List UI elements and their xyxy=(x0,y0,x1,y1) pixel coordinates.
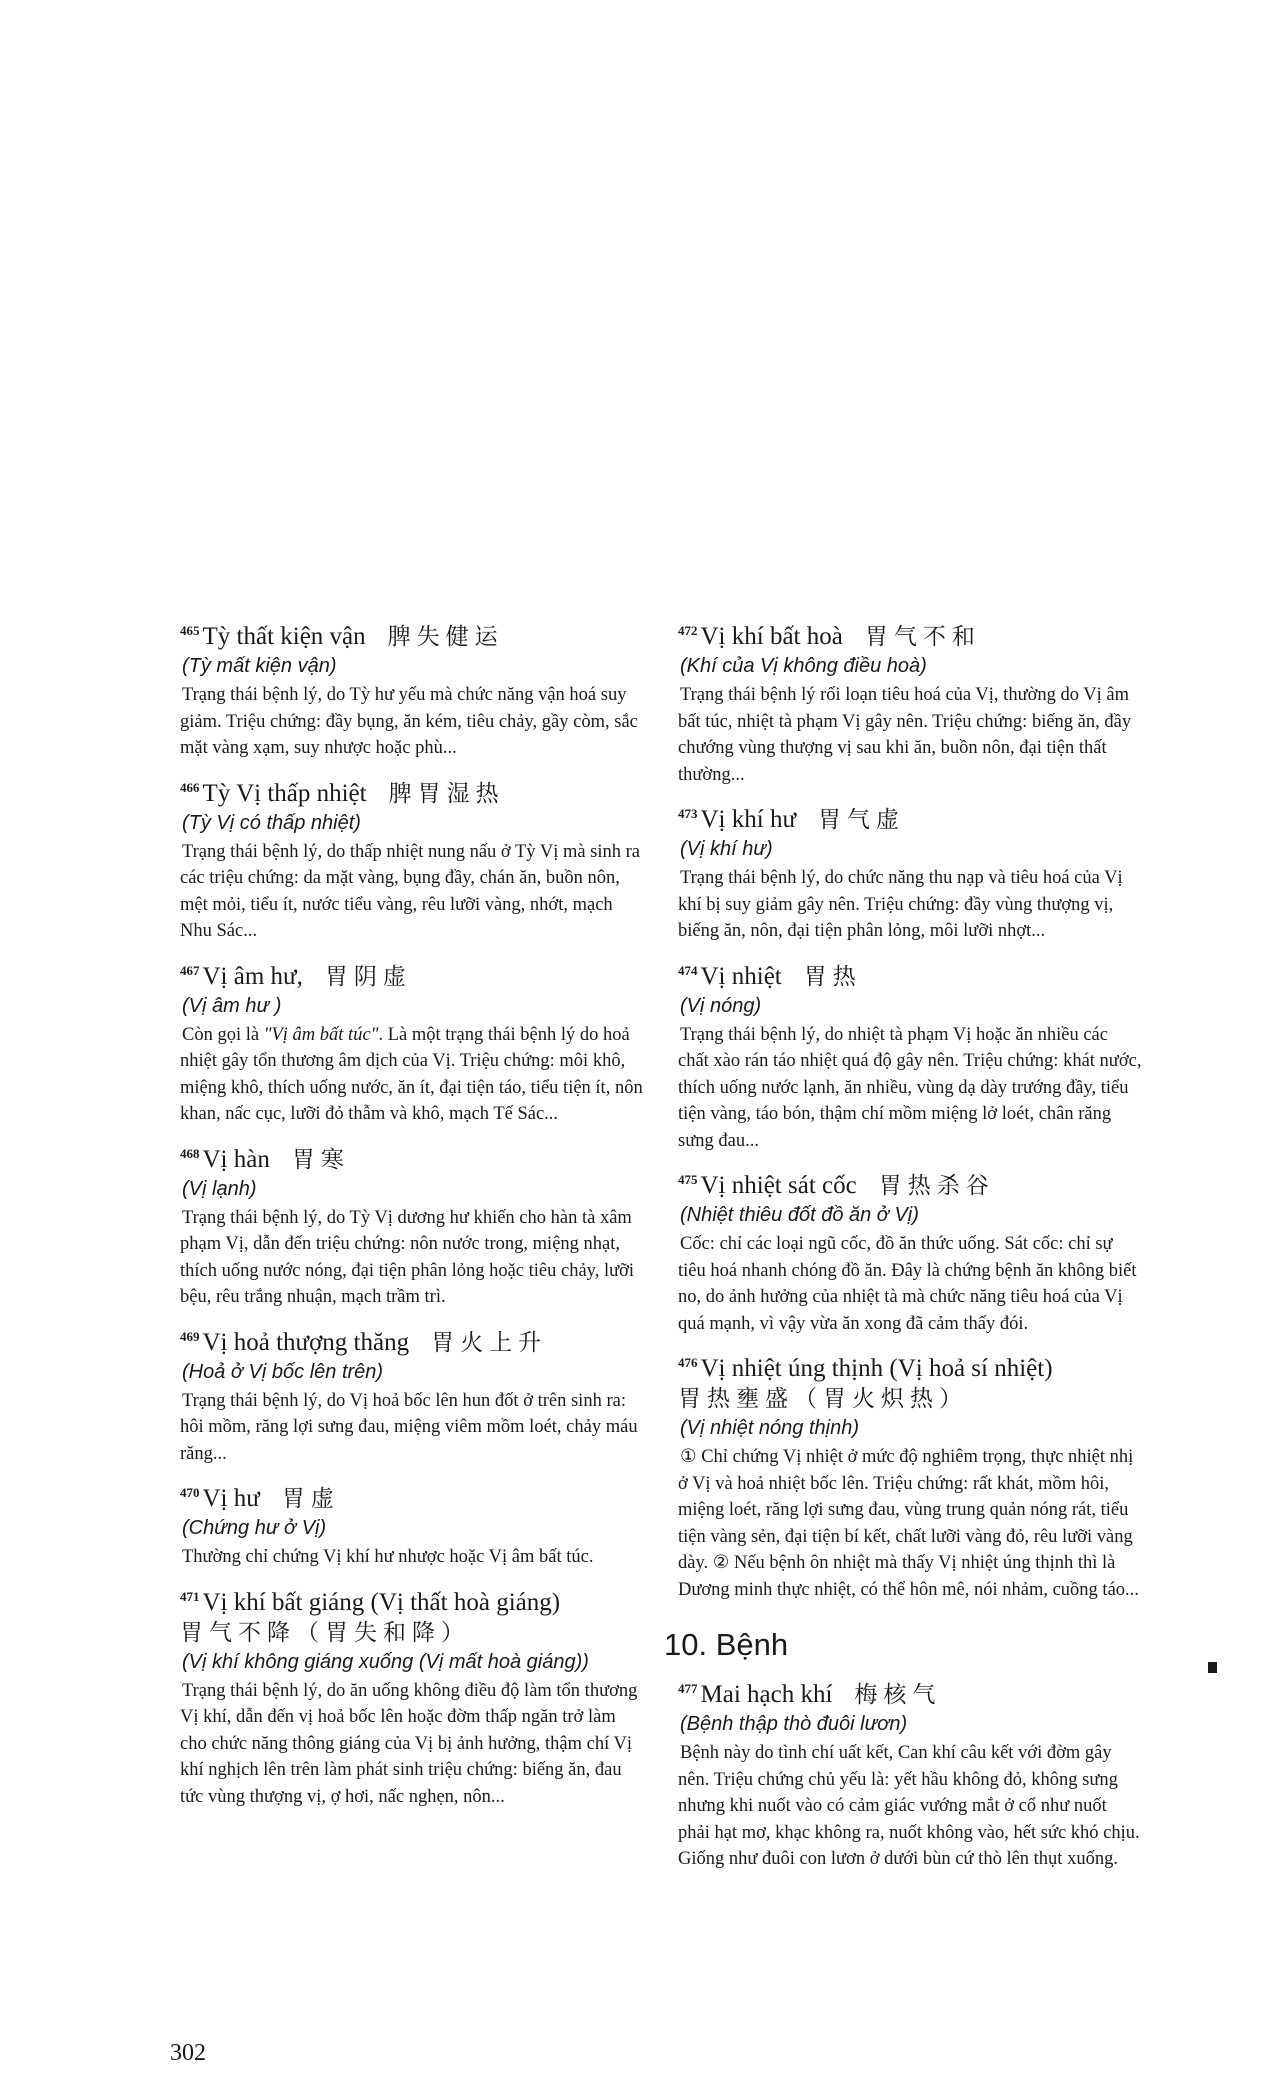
entry-number: 468 xyxy=(180,1145,200,1161)
entry-hanzi: 胃热壅盛（胃火炽热） xyxy=(678,1386,968,1412)
left-column xyxy=(180,615,645,1820)
entry-468 xyxy=(180,1138,645,1311)
entry-477 xyxy=(678,1673,1143,1873)
entry-hanzi: 胃气虚 xyxy=(818,807,905,833)
entry-body: Trạng thái bệnh lý, do nhiệt tà phạm Vị hoặc ăn nhiều các chất xào rán táo nhiệt quá độ gây nên. Triệu chứng: khát nước, thích uống nước lạnh, ăn nhiều, vùng dạ dày trướng đầy, tiểu tiện vàng, táo bón, thậm chí mồm miệng lở loét, chân răng sưng đau... xyxy=(678,1024,1142,1151)
entry-subtitle: (Vị nóng) xyxy=(680,994,762,1017)
entry-title: Vị khí bất hoà xyxy=(700,623,843,650)
entry-number: 474 xyxy=(678,962,698,978)
entry-subtitle: (Nhiệt thiêu đốt đồ ăn ở Vị) xyxy=(680,1204,919,1226)
entry-title: Vị nhiệt sát cốc xyxy=(700,1172,857,1199)
entry-subtitle: (Hoả ở Vị bốc lên trên) xyxy=(182,1360,384,1383)
entry-heading xyxy=(180,1477,645,1515)
entry-subtitle: (Vị khí không giáng xuống (Vị mất hoà giáng)) xyxy=(182,1650,589,1673)
entry-body-text: . Là một trạng thái bệnh lý do hoả nhiệt gây tổn thương âm dịch của Vị. Triệu chứng: môi khô, miệng khô, thích uống nước, ăn ít, đại tiện táo, tiểu tiện ít, nôn khan, nấc cục, lưỡi đỏ thẫm và khô, mạch Tế Sác... xyxy=(180,1024,643,1124)
entry-number: 467 xyxy=(180,962,200,978)
entry-subtitle: (Vị nhiệt nóng thịnh) xyxy=(680,1417,860,1439)
entry-number: 466 xyxy=(180,779,200,795)
entry-body: Trạng thái bệnh lý, do Tỳ Vị dương hư khiến cho hàn tà xâm phạm Vị, dẫn đến triệu chứng: nôn nước trong, miệng nhạt, thích uống nước nóng, đại tiện phân lỏng hoặc tiêu chảy, lưỡi bệu, rêu trắng nhuận, mạch trầm trì. xyxy=(180,1207,635,1307)
entry-heading xyxy=(678,1347,1143,1415)
entry-body: Trạng thái bệnh lý, do chức năng thu nạp và tiêu hoá của Vị khí bị suy giảm gây nên. Triệu chứng: đầy vùng thượng vị, biếng ăn, nôn, đại tiện phân lỏng, môi lưỡi nhợt... xyxy=(678,868,1123,941)
entry-number: 465 xyxy=(180,623,200,638)
entry-number: 469 xyxy=(180,1328,200,1344)
entry-hanzi: 胃气不和 xyxy=(864,624,981,650)
entry-469 xyxy=(180,1321,645,1468)
entry-subtitle: (Khí của Vị không điều hoà) xyxy=(680,655,927,677)
entry-465 xyxy=(180,615,645,762)
entry-hanzi: 胃虚 xyxy=(281,1486,340,1512)
entry-476 xyxy=(678,1347,1143,1603)
entry-472 xyxy=(678,615,1143,788)
entry-body: ① Chỉ chứng Vị nhiệt ở mức độ nghiêm trọng, thực nhiệt nhị ở Vị và hoả nhiệt bốc lên. Triệu chứng: rất khát, mồm hôi, miệng loét, răng lợi sưng đau, vùng trung quản nóng rát, tiểu tiện vàng sẻn, đại tiện bí kết, chất lưỡi vàng đỏ, rêu lưỡi vàng dày. ② Nếu bệnh ôn nhiệt mà thấy Vị nhiệt úng thịnh thì là Dương minh thực nhiệt, có thể hôn mê, nói nhảm, cuồng táo... xyxy=(678,1447,1139,1600)
entry-title: Tỳ thất kiện vận xyxy=(202,623,366,650)
entry-subtitle: (Chứng hư ở Vị) xyxy=(182,1517,327,1539)
entry-subtitle: (Tỳ mất kiện vận) xyxy=(182,655,337,677)
entry-title: Vị âm hư, xyxy=(202,962,303,990)
margin-mark xyxy=(1208,1662,1217,1673)
entry-subtitle: (Vị khí hư) xyxy=(680,838,773,860)
entry-number: 475 xyxy=(678,1172,698,1187)
entry-heading xyxy=(678,955,1143,993)
entry-title: Mai hạch khí xyxy=(700,1681,833,1708)
entry-473 xyxy=(678,798,1143,945)
entry-heading xyxy=(678,615,1143,653)
entry-hanzi: 胃阴虚 xyxy=(324,963,412,990)
entry-subtitle: (Bệnh thập thò đuôi lươn) xyxy=(680,1713,908,1735)
entry-number: 477 xyxy=(678,1681,698,1696)
entry-number: 471 xyxy=(180,1588,200,1604)
entry-body-prefix: Còn gọi là xyxy=(182,1024,264,1045)
entry-heading xyxy=(678,1164,1143,1202)
entry-body xyxy=(180,1022,645,1128)
entry-heading xyxy=(180,772,645,810)
entry-number: 472 xyxy=(678,623,698,638)
entry-471 xyxy=(180,1581,645,1811)
entry-body: Trạng thái bệnh lý, do ăn uống không điều độ làm tổn thương Vị khí, dẫn đến vị hoả bốc lên hoặc đờm thấp ngăn trở làm cho chức năng thông giáng của Vị bị ảnh hưởng, thậm chí Vị khí nghịch lên trên làm phát sinh triệu chứng: biếng ăn, đau tức vùng thượng vị, ợ hơi, nấc nghẹn, nôn... xyxy=(180,1680,638,1807)
entry-hanzi: 胃热 xyxy=(803,963,862,990)
entry-body: Trạng thái bệnh lý, do Vị hoả bốc lên hun đốt ở trên sinh ra: hôi mồm, răng lợi sưng đau, miệng viêm mồm loét, chảy máu răng... xyxy=(180,1390,638,1464)
page-number: 302 xyxy=(170,2040,206,2066)
entry-hanzi: 胃气不降（胃失和降） xyxy=(180,1619,470,1646)
entry-heading xyxy=(180,1581,645,1649)
entry-subtitle: (Tỳ Vị có thấp nhiệt) xyxy=(182,811,361,834)
entry-title: Vị hư xyxy=(202,1485,260,1512)
entry-body: Thường chỉ chứng Vị khí hư nhược hoặc Vị âm bất túc. xyxy=(182,1547,594,1567)
entry-hanzi: 胃火上升 xyxy=(431,1329,548,1356)
entry-heading xyxy=(678,798,1143,836)
entry-466 xyxy=(180,772,645,945)
entry-heading xyxy=(180,615,645,653)
entry-hanzi: 胃热杀谷 xyxy=(878,1173,995,1199)
entry-heading xyxy=(678,1673,1143,1711)
entry-title: Vị hoả thượng thăng xyxy=(202,1328,410,1356)
entry-hanzi: 脾胃湿热 xyxy=(388,780,505,807)
section-title: 10. Bệnh xyxy=(664,1627,789,1662)
entry-subtitle: (Vị âm hư ) xyxy=(182,994,282,1017)
entry-body: Bệnh này do tình chí uất kết, Can khí câu kết với đờm gây nên. Triệu chứng chủ yếu là: yết hầu không đỏ, không sưng nhưng khi nuốt vào có cảm giác vướng mắt ở cổ như nuốt phải hạt mơ, khạc không ra, nuốt không vào, hết sức khó chịu. Giống như đuôi con lươn ở dưới bùn cứ thò lên thụt xuống. xyxy=(678,1743,1140,1869)
entry-number: 476 xyxy=(678,1355,698,1370)
entry-heading xyxy=(180,955,645,993)
entry-number: 470 xyxy=(180,1485,200,1500)
entry-467 xyxy=(180,955,645,1128)
entry-title: Vị nhiệt xyxy=(700,962,782,990)
entry-title: Vị hàn xyxy=(202,1145,270,1173)
entry-body: Trạng thái bệnh lý rối loạn tiêu hoá của Vị, thường do Vị âm bất túc, nhiệt tà phạm Vị gây nên. Triệu chứng: biếng ăn, đầy chướng vùng thượng vị sau khi ăn, buồn nôn, đại tiện thất thường... xyxy=(678,685,1132,785)
entry-470 xyxy=(180,1477,645,1571)
entry-hanzi: 脾失健运 xyxy=(387,624,504,650)
entry-subtitle: (Vị lạnh) xyxy=(182,1177,257,1200)
entry-hanzi: 胃寒 xyxy=(291,1146,350,1173)
entry-title: Tỳ Vị thấp nhiệt xyxy=(202,779,367,807)
right-column xyxy=(664,615,1143,1883)
entry-475 xyxy=(678,1164,1143,1337)
entry-number: 473 xyxy=(678,806,698,821)
entry-title: Vị nhiệt úng thịnh (Vị hoả sí nhiệt) xyxy=(700,1355,1053,1382)
entry-heading xyxy=(180,1138,645,1176)
entry-title: Vị khí hư xyxy=(700,806,796,833)
entry-474 xyxy=(678,955,1143,1155)
entry-body: Trạng thái bệnh lý, do thấp nhiệt nung nấu ở Tỳ Vị mà sinh ra các triệu chứng: da mặt vàng, bụng đầy, chán ăn, buồn nôn, mệt mỏi, tiểu ít, nước tiểu vàng, rêu lưỡi vàng, nhớt, mạch Nhu Sác... xyxy=(180,841,641,941)
entry-body: Cốc: chỉ các loại ngũ cốc, đồ ăn thức uống. Sát cốc: chỉ sự tiêu hoá nhanh chóng đồ ăn. Đây là chứng bệnh ăn không biết no, do ảnh hưởng của nhiệt tà mà chức năng tiêu hoá của Vị quá mạnh, vì vậy vừa ăn xong đã cảm thấy đói. xyxy=(678,1234,1137,1334)
entry-title: Vị khí bất giáng (Vị thất hoà giáng) xyxy=(202,1588,561,1616)
entry-hanzi: 梅核气 xyxy=(854,1682,942,1708)
entry-body-emphasis: "Vị âm bất túc" xyxy=(263,1024,379,1045)
entry-heading xyxy=(180,1321,645,1359)
entry-body: Trạng thái bệnh lý, do Tỳ hư yếu mà chức năng vận hoá suy giảm. Triệu chứng: đầy bụng, ăn kém, tiêu chảy, gầy còm, sắc mặt vàng xạm, suy nhược hoặc phù... xyxy=(180,685,638,758)
